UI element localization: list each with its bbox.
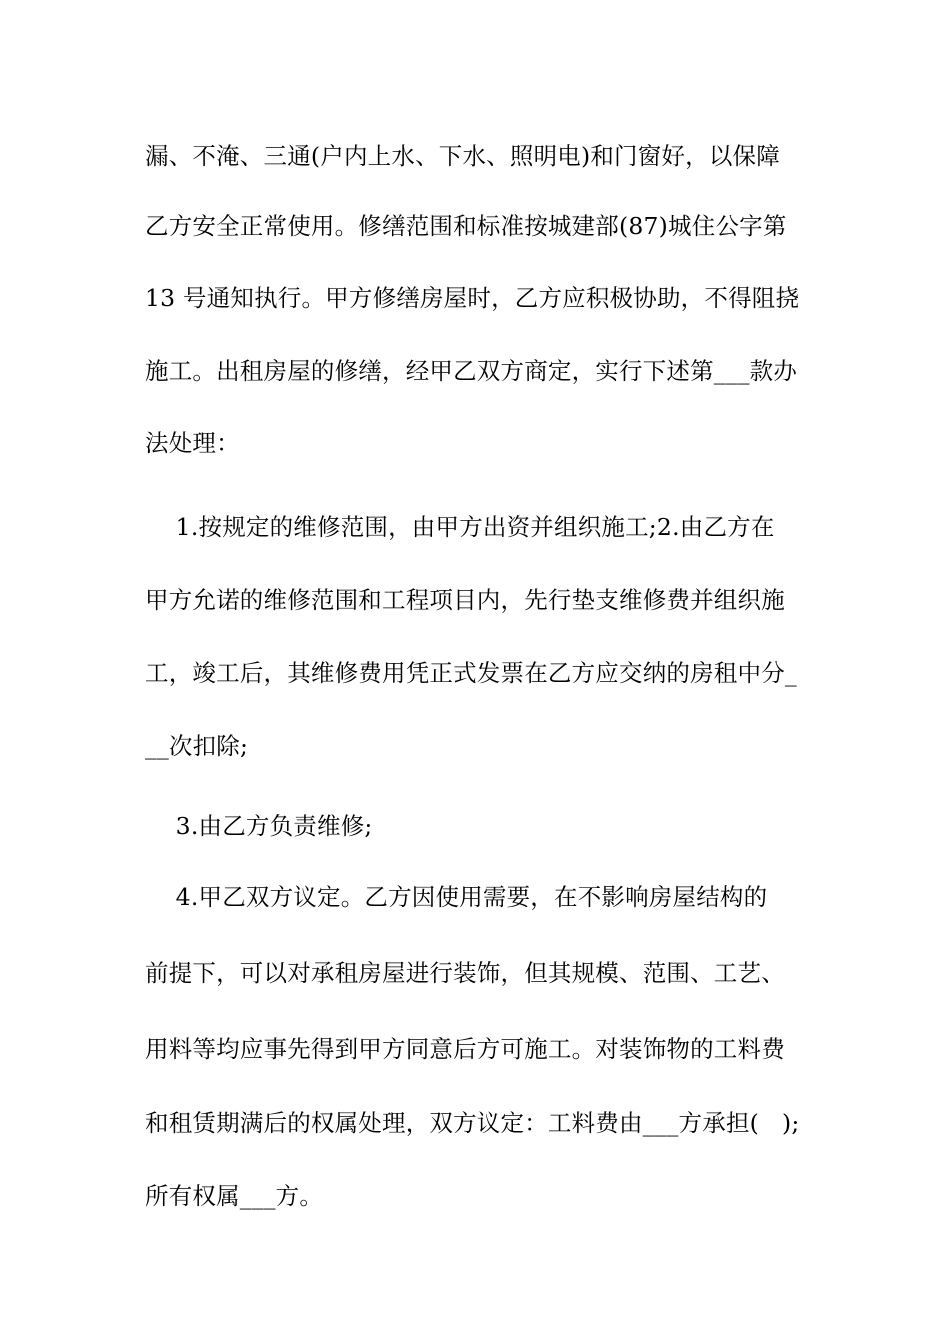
text-line: 所有权属___方。 <box>145 1182 324 1210</box>
text-line: 乙方安全正常使用。修缮范围和标准按城建部(87)城住公字第 <box>145 212 787 240</box>
text-line: 3.由乙方负责维修; <box>145 812 373 840</box>
text-line: 甲方允诺的维修范围和工程项目内，先行垫支维修费并组织施 <box>145 586 785 614</box>
text-line: 施工。出租房屋的修缮，经甲乙双方商定，实行下述第___款办 <box>145 357 798 385</box>
text-line: 漏、不淹、三通(户内上水、下水、照明电)和门窗好，以保障 <box>145 142 780 170</box>
text-line: 和租赁期满后的权属处理，双方议定：工料费由___方承担( ); <box>145 1109 800 1137</box>
text-line: 工，竣工后，其维修费用凭正式发票在乙方应交纳的房租中分_ <box>145 659 797 687</box>
text-line: 4.甲乙双方议定。乙方因使用需要，在不影响房屋结构的 <box>145 883 768 911</box>
text-line: 前提下，可以对承租房屋进行装饰，但其规模、范围、工艺、 <box>145 959 785 987</box>
text-line: 法处理： <box>145 429 240 457</box>
text-line: 13 号通知执行。甲方修缮房屋时，乙方应积极协助，不得阻挠 <box>145 284 800 312</box>
text-line: __次扣除; <box>145 732 249 760</box>
text-line: 1.按规定的维修范围，由甲方出资并组织施工;2.由乙方在 <box>145 513 775 541</box>
text-line: 用料等均应事先得到甲方同意后方可施工。对装饰物的工料费 <box>145 1035 785 1063</box>
